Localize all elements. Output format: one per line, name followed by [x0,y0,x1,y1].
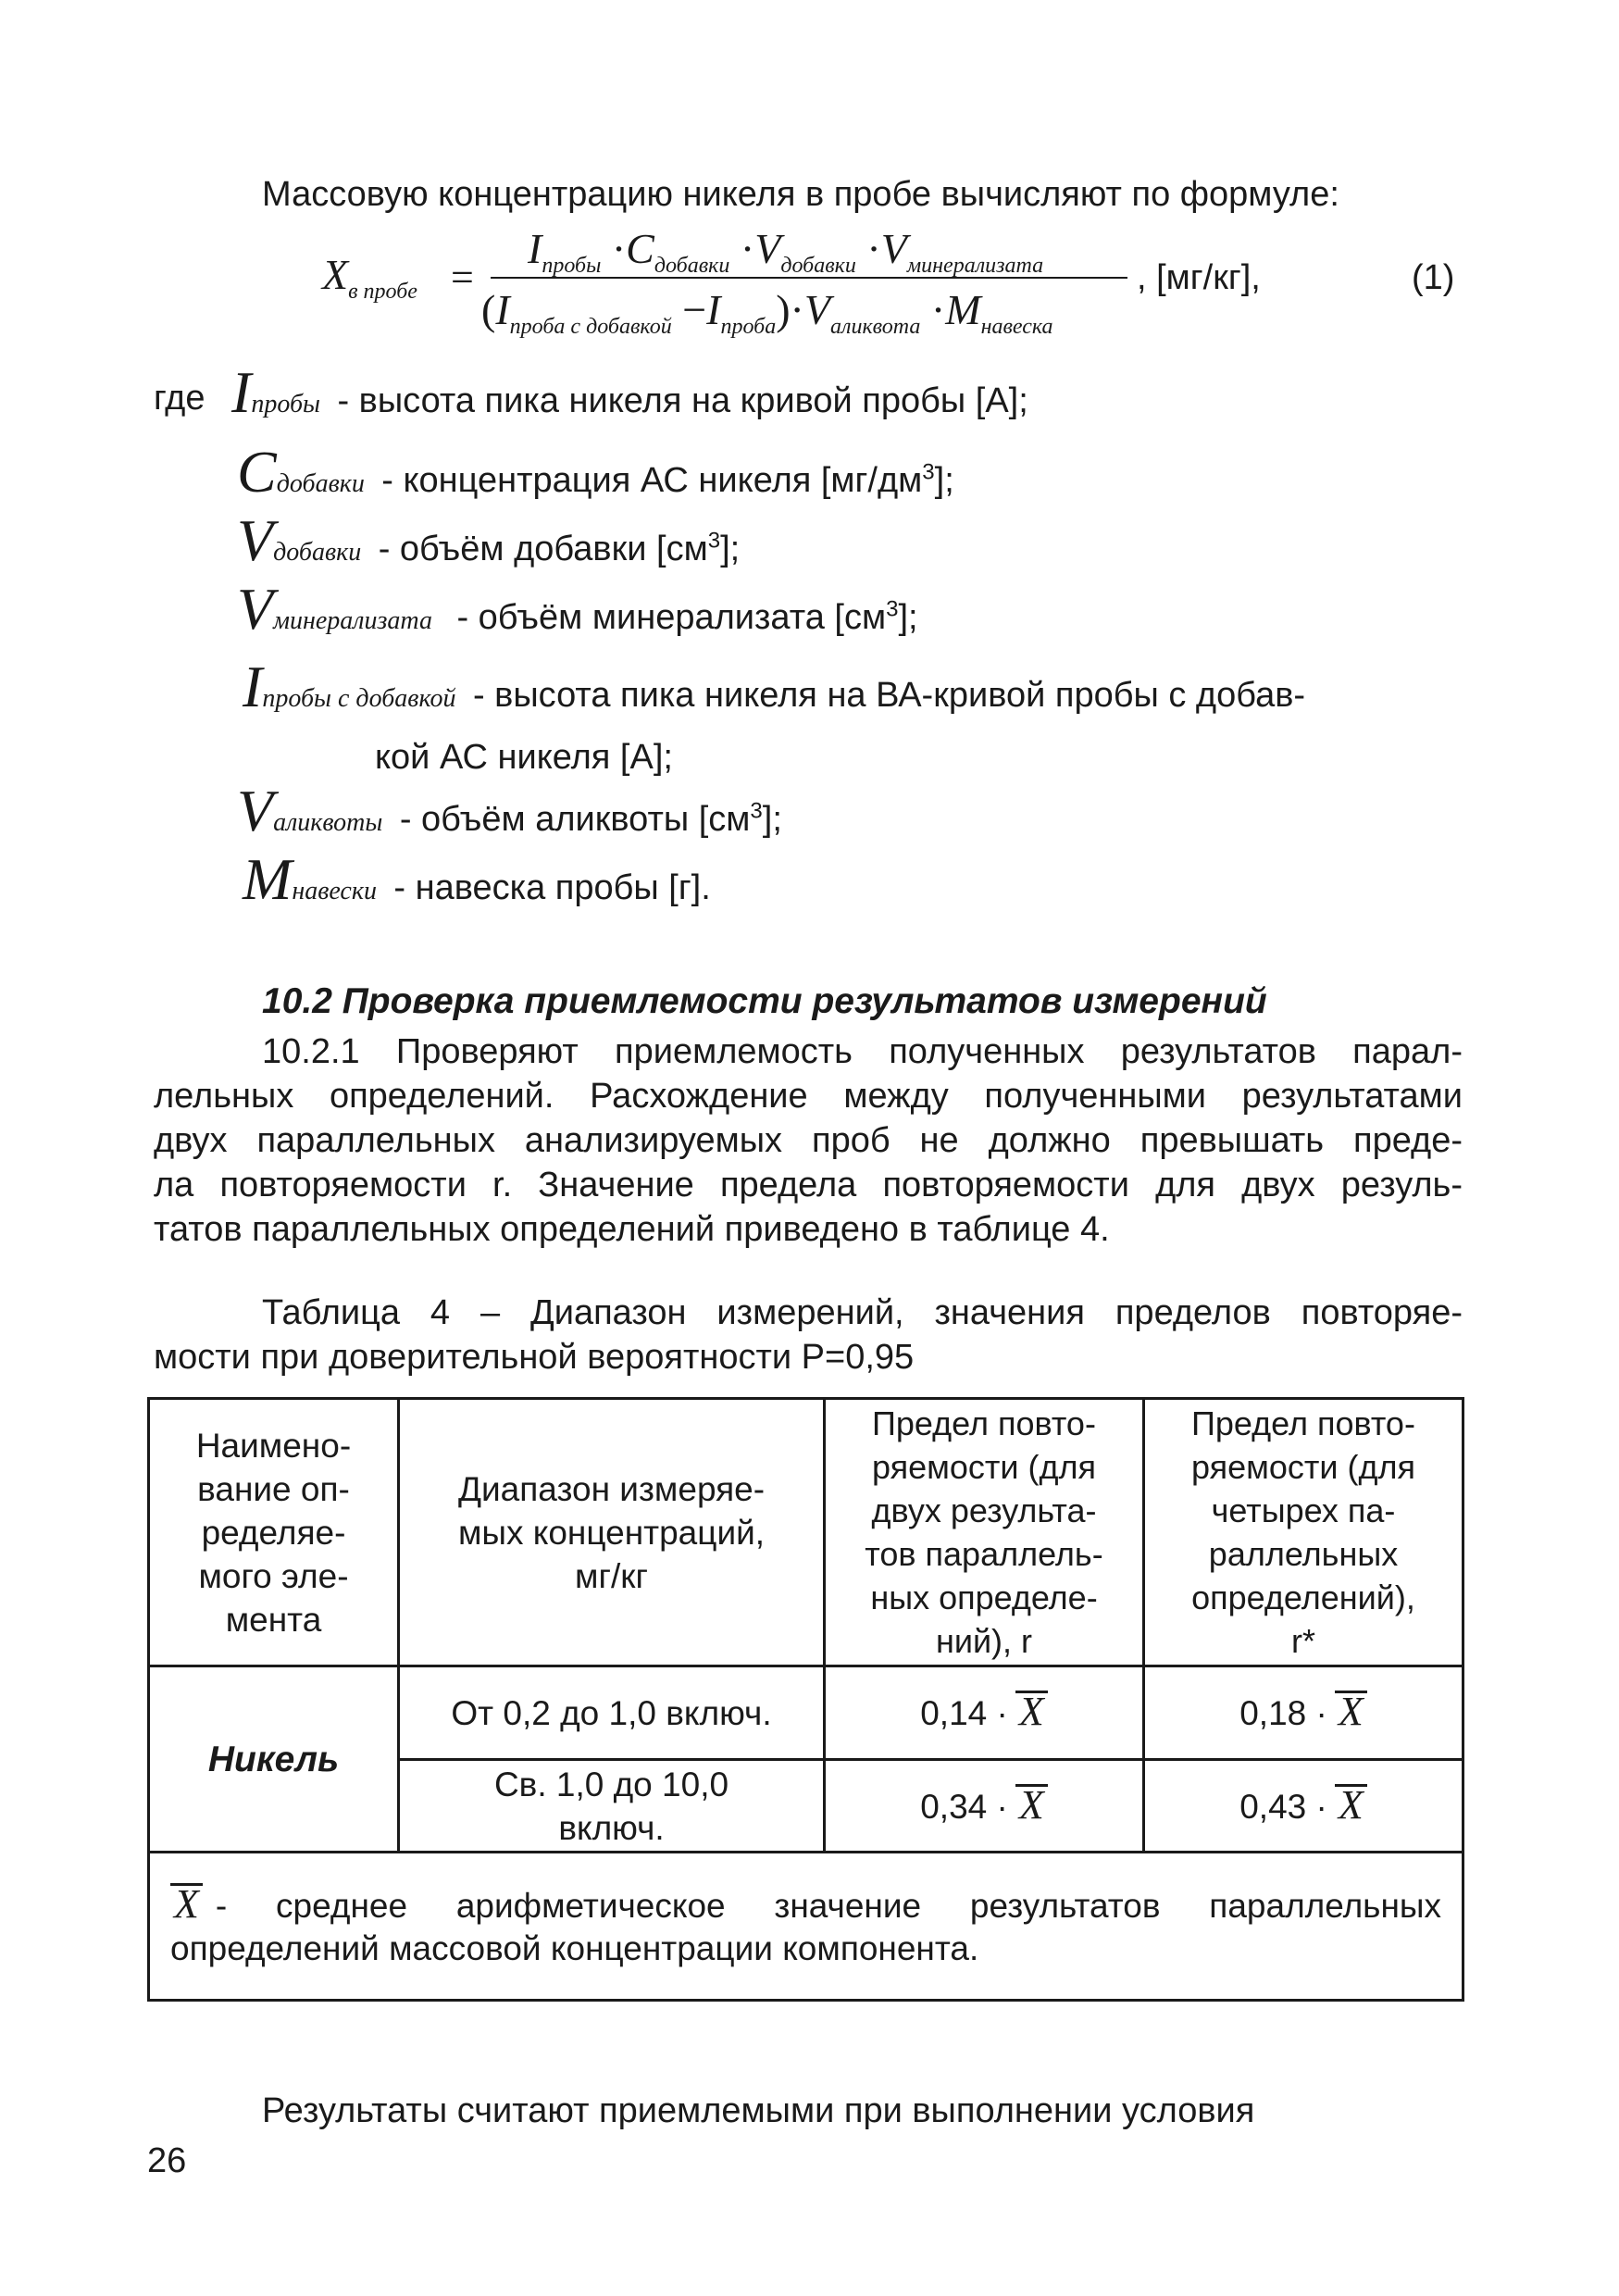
table-cell: 0,14 · X [825,1666,1144,1760]
caption-line: мости при доверительной вероятности Р=0,95 [154,1338,915,1377]
header-repeatability-four: Предел повто- ряемости (для четырех па- раллельных определений), r* [1144,1399,1463,1666]
formula-numerator: $I_{пробы} \cdot C_{добавки} \cdot V_{добавки} \cdot V_{минерализата}$ [528,225,1044,278]
header-range: Диапазон измеряе- мых концентраций, мг/кг [399,1399,825,1666]
paragraph-10-2-1 [154,1029,1463,1252]
definition-v-alikvoty: Vаликвоты - объём аликвоты $[см^3]$; [237,778,782,843]
fraction-bar [491,277,1127,279]
definition-i-proby: Iпробы - высота пика никеля на кривой пробы [А]; [231,359,1028,425]
table-cell: 0,34 · X [825,1760,1144,1853]
x-bar-symbol: X [1335,1691,1367,1730]
where-word: где [154,379,205,418]
table-cell: 0,43 · X [1144,1760,1463,1853]
header-element: Наимено- вание оп- ределяе- мого эле- мента [149,1399,399,1666]
caption-line: Таблица 4 – Диапазон измерений, значения пределов повторяе- [262,1293,1463,1332]
x-bar-symbol: X [1015,1784,1048,1824]
paragraph-line: 10.2.1 Проверяют приемлемость полученных результатов парал- [262,1032,1463,1071]
page-number: 26 [147,2141,187,2180]
table-cell: 0,18 · X [1144,1666,1463,1760]
definition-continuation: кой АС никеля [А]; [375,738,673,777]
paragraph-line: двух параллельных анализируемых проб не должно превышать преде- [154,1121,1463,1160]
definition-i-proby-s-dobavkoy: Iпробы с добавкой - высота пика никеля на ВА-кривой пробы с добав- [243,654,1306,719]
definition-m-naveski: Mнавески - навеска пробы [г]. [243,846,711,912]
table-cell: Св. 1,0 до 10,0 включ. [399,1760,825,1853]
table-note: X - среднее арифметическое значение результатов параллельных определений массовой концентрации компонента. [149,1853,1463,2001]
formula-lhs: $X_{в пробе}$ [322,251,417,304]
definition-v-mineralizata: Vминерализата - объём минерализата $[см^3]$; [237,576,918,642]
x-bar-symbol: X [170,1883,203,1923]
intro-text: Массовую концентрацию никеля в пробе вычисляют по формуле: [262,175,1339,214]
definition-v-dobavki: Vдобавки - объём добавки $[см^3]$; [237,507,741,573]
formula-units: , [мг/кг], [1137,258,1261,297]
equals-sign: = [451,255,474,300]
table-4 [147,1397,1464,2002]
paragraph-line: ла повторяемости r. Значение предела повторяемости для двух резуль- [154,1166,1463,1204]
formula-1 [315,225,1472,359]
definition-c-dobavki: Cдобавки - концентрация АС никеля $[мг/дм^3]$; [237,439,954,505]
x-bar-symbol: X [1335,1784,1367,1824]
table-caption [154,1291,1463,1379]
header-repeatability-two: Предел повто- ряемости (для двух результа- тов параллель- ных определе- ний), r [825,1399,1144,1666]
formula-number: (1) [1412,258,1455,297]
final-line: Результаты считают приемлемыми при выполнении условия [262,2091,1255,2130]
formula-denominator: $(I_{проба с добавкой} -I_{проба})\cdot V_{аликвота} \cdot M_{навеска}$ [481,286,1053,339]
paragraph-line: лельных определений. Расхождение между полученными результатами [154,1077,1463,1116]
section-heading: 10.2 Проверка приемлемости результатов измерений [262,981,1267,1021]
x-bar-symbol: X [1015,1691,1048,1730]
element-nickel: Никель [149,1666,399,1853]
table-cell: От 0,2 до 1,0 включ. [399,1666,825,1760]
paragraph-line: татов параллельных определений приведено в таблице 4. [154,1210,1110,1249]
